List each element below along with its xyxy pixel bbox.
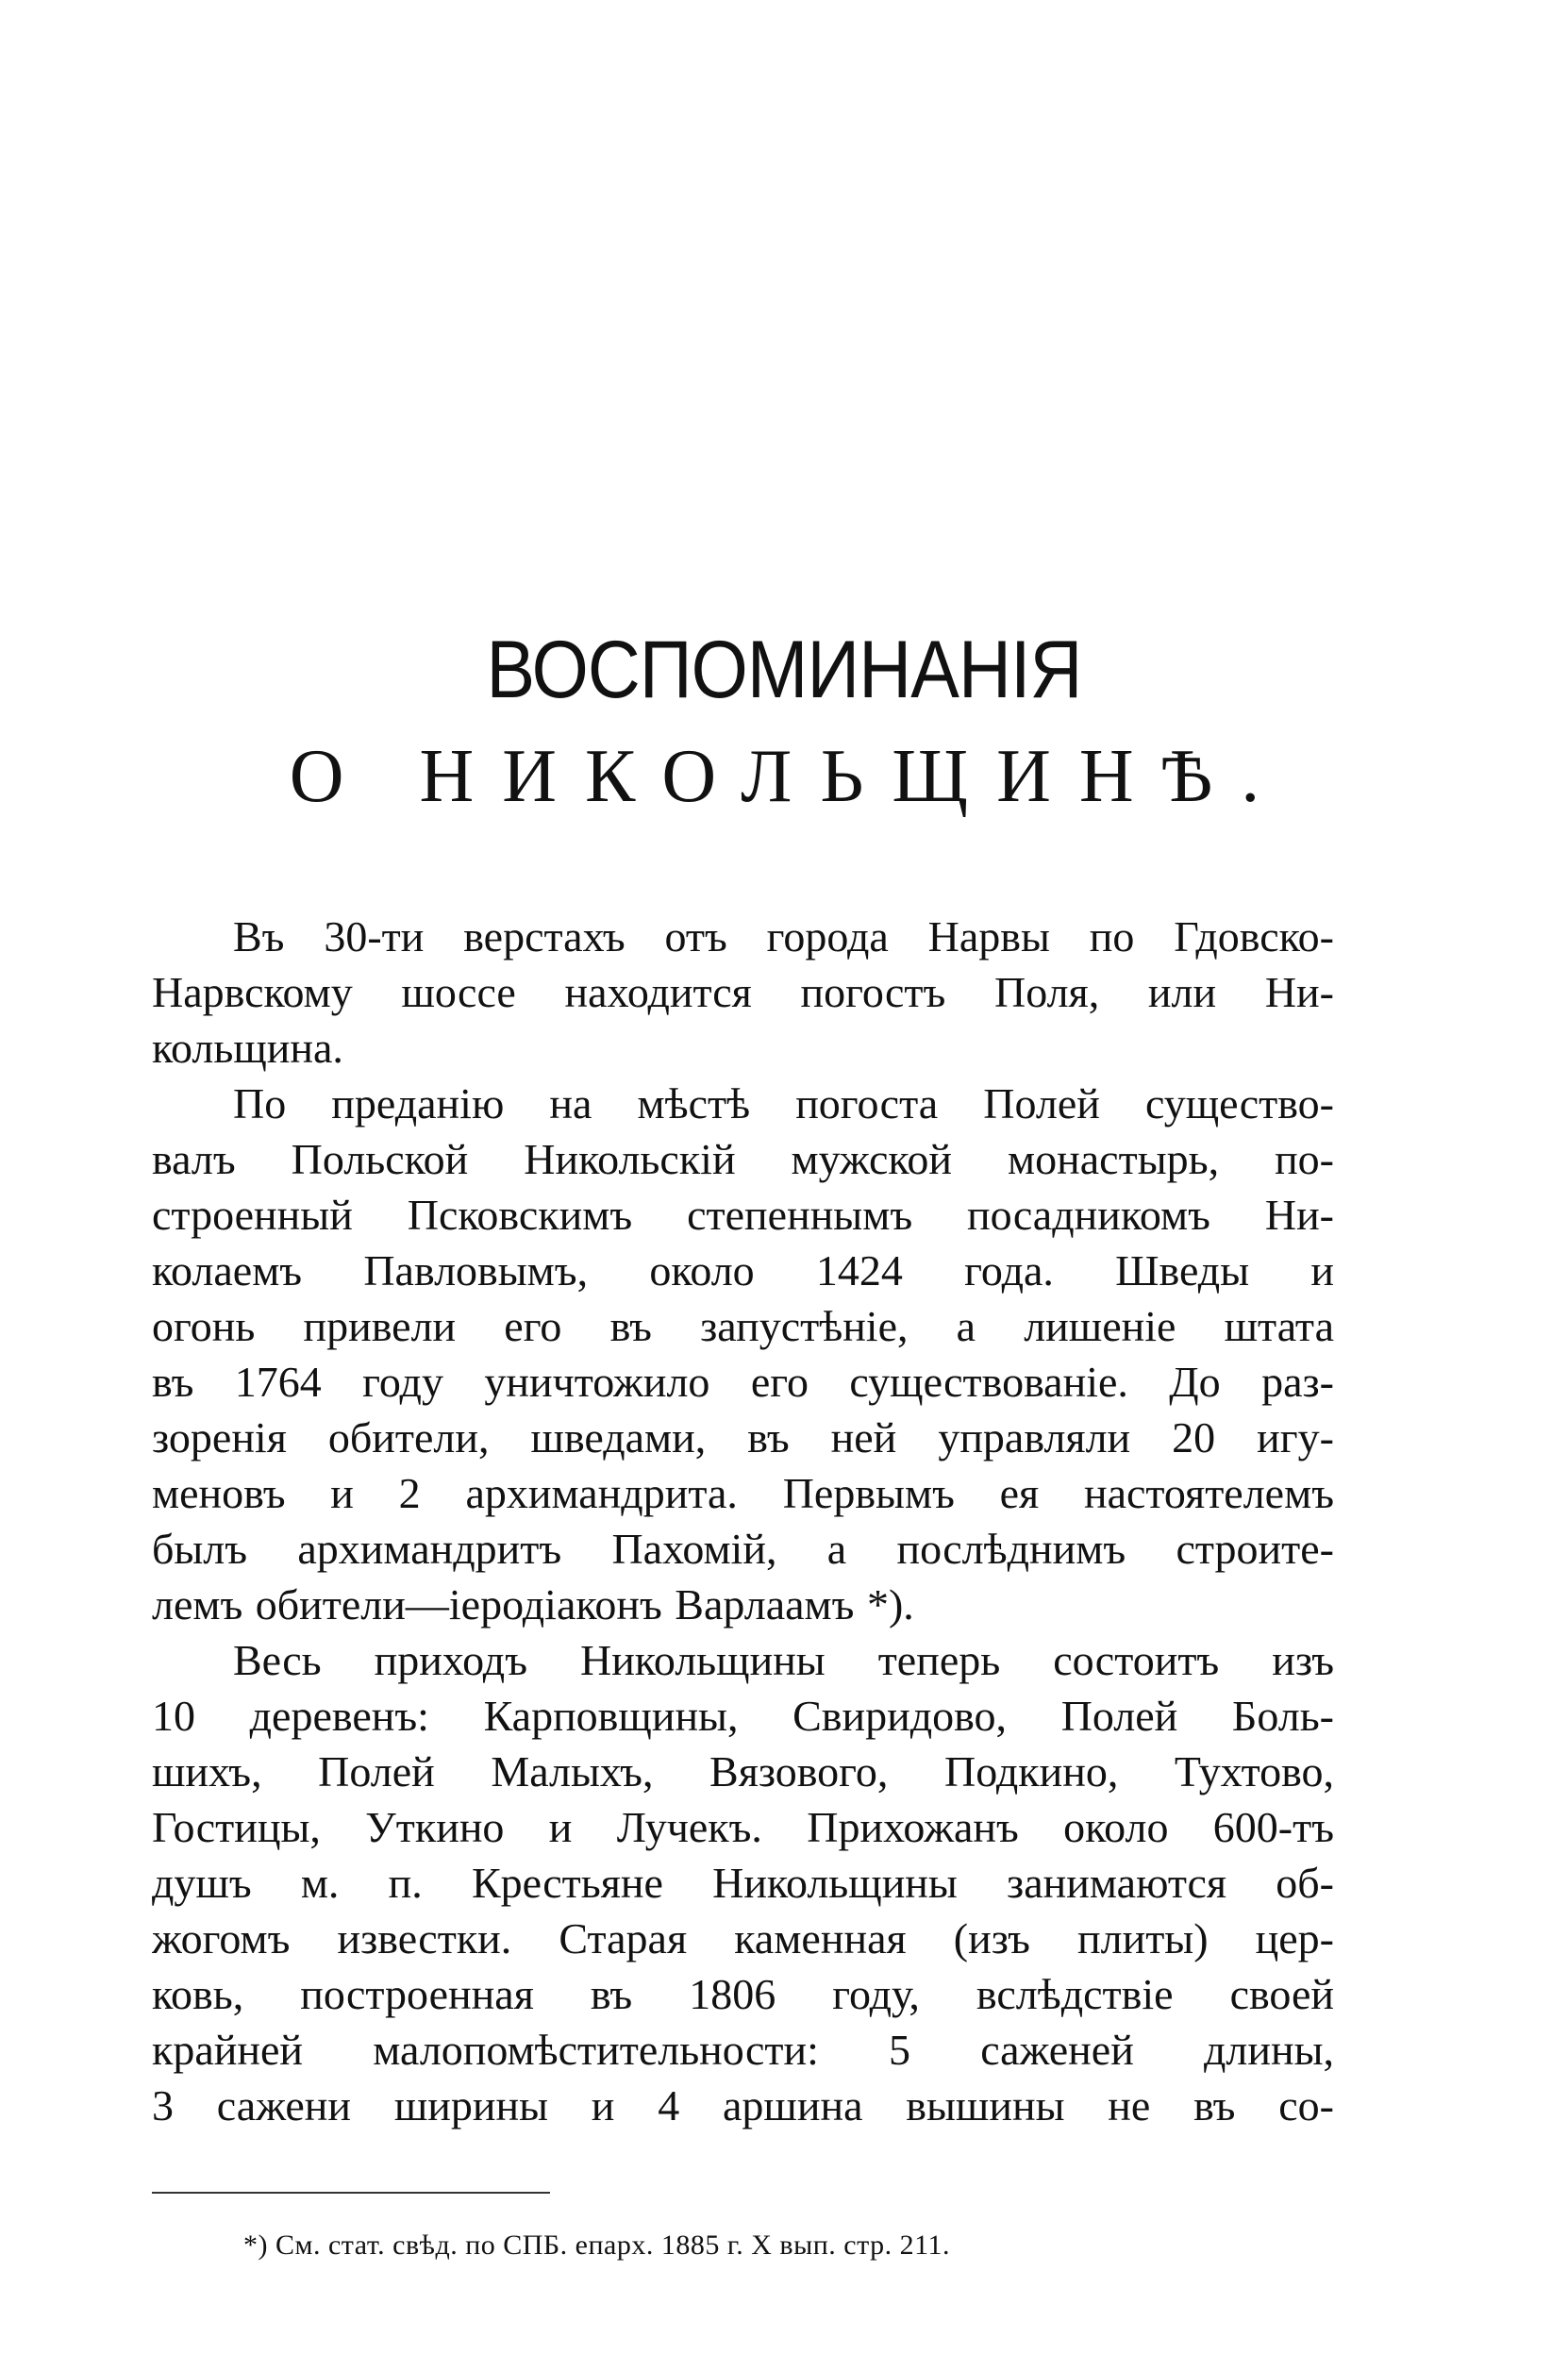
text-line: зоренія обители, шведами, въ ней управляли 20 игу- bbox=[152, 1413, 1334, 1461]
text-line: кольщина. bbox=[152, 1024, 343, 1072]
footnote: *) См. стат. свѣд. по СПБ. епарх. 1885 г. X вып. стр. 211. bbox=[243, 2230, 950, 2261]
text-line: ковь, построенная въ 1806 году, вслѣдствіе своей bbox=[152, 1970, 1334, 2018]
text-line: лемъ обители—іеродіаконъ Варлаамъ *). bbox=[152, 1580, 914, 1628]
text-line: жогомъ известки. Старая каменная (изъ плиты) цер- bbox=[152, 1914, 1334, 1962]
text-line: 10 деревенъ: Карповщины, Свиридово, Полей Боль- bbox=[152, 1692, 1334, 1740]
text-line: меновъ и 2 архимандрита. Первымъ ея настоятелемъ bbox=[152, 1469, 1334, 1517]
text-line: крайней малопомѣстительности: 5 саженей длины, bbox=[152, 2026, 1334, 2074]
text-line: Гостицы, Уткино и Лучекъ. Прихожанъ около 600-тъ bbox=[152, 1803, 1334, 1851]
text-line: душъ м. п. Крестьяне Никольщины занимаются об- bbox=[152, 1859, 1334, 1907]
paragraph-3 bbox=[152, 1632, 1334, 2133]
text-line: колаемъ Павловымъ, около 1424 года. Шведы и bbox=[152, 1246, 1334, 1294]
text-line: строенный Псковскимъ степеннымъ посадникомъ Ни- bbox=[152, 1191, 1334, 1239]
text-line: въ 1764 году уничтожило его существованіе. До раз- bbox=[152, 1358, 1334, 1406]
text-line: 3 сажени ширины и 4 аршина вышины не въ со- bbox=[152, 2081, 1334, 2130]
paragraph-2 bbox=[152, 1076, 1334, 1632]
body-text bbox=[152, 909, 1334, 2133]
text-line: Нарвскому шоссе находится погостъ Поля, или Ни- bbox=[152, 968, 1334, 1016]
paragraph-1 bbox=[152, 909, 1334, 1076]
text-line: огонь привели его въ запустѣніе, а лишеніе штата bbox=[152, 1302, 1334, 1350]
text-line: Весь приходъ Никольщины теперь состоитъ изъ bbox=[233, 1636, 1334, 1684]
text-line: былъ архимандритъ Пахомій, а послѣднимъ строите- bbox=[152, 1525, 1334, 1573]
text-line: Въ 30-ти верстахъ отъ города Нарвы по Гдовско- bbox=[233, 912, 1334, 960]
page-title: ВОСПОМИНАНІЯ bbox=[486, 625, 1082, 715]
footnote-divider bbox=[152, 2192, 550, 2194]
page-subtitle: О НИКОЛЬЩИНѢ. bbox=[289, 735, 1289, 818]
text-line: По преданію на мѣстѣ погоста Полей существо- bbox=[233, 1079, 1334, 1127]
text-line: валъ Польской Никольскій мужской монастырь, по- bbox=[152, 1135, 1334, 1183]
text-line: шихъ, Полей Малыхъ, Вязового, Подкино, Тухтово, bbox=[152, 1747, 1334, 1795]
